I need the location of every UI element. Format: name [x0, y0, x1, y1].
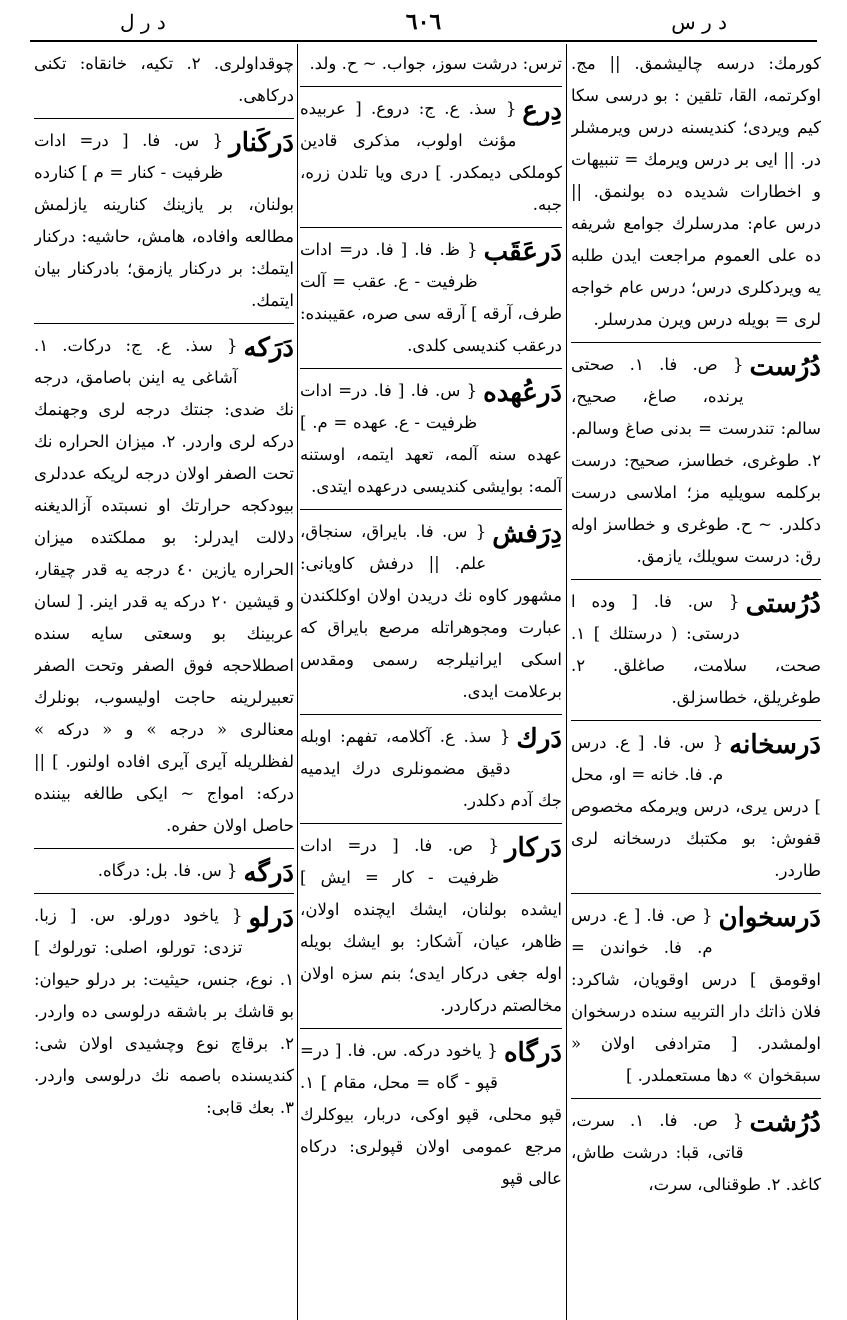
entry-definition: { یاخود دورلو. س. [ زبا. تزدی: تورلو، اصلی: تورلوك ] ١. نوع، جنس، حیثیت: بر درلو حیوان: بو قاشك بر باشقه درلوسی ده واردر. ٢. برقاچ نوع وچشیدی اولان شی: كندیسنده باصمه نك درلوسی واردر. ٣. بعك قابی:	[34, 906, 294, 1117]
dictionary-entry	[34, 48, 294, 112]
entry-headword: دَرسخانه	[729, 730, 821, 760]
entry-headword: دَركار	[505, 833, 562, 863]
entry-headword: دَرعُهده	[483, 378, 562, 408]
entry-divider	[300, 823, 562, 824]
dictionary-entry	[300, 516, 562, 708]
dictionary-entry	[34, 900, 294, 1124]
entry-divider	[34, 893, 294, 894]
entry-headword: دَرعَقَب	[483, 237, 562, 267]
entry-definition: { ظ. فا. [ فا. در= ادات ظرفیت - ع. عقب = آلت طرف، آرقه ] آرقه سی صره، عقیبنده: درعقب كندیسی كلدی.	[300, 240, 562, 355]
dictionary-entry	[571, 1105, 821, 1201]
entry-definition: { ص. فا. ١. سرت، قاتی، قبا: درشت طاش، كاغد. ٢. طوقنالی، سرت،	[571, 1111, 821, 1194]
entry-divider	[300, 509, 562, 510]
entry-divider	[571, 342, 821, 343]
entry-divider	[571, 893, 821, 894]
entry-definition: { سذ. ع. آكلامه، تفهم: اوبله دقیق مضمونلری درك ایدمیه جك آدم دكلدر.	[300, 727, 562, 810]
entry-headword: دُرُشت	[749, 1108, 821, 1138]
dictionary-entry	[300, 234, 562, 362]
entry-divider	[300, 714, 562, 715]
entry-divider	[571, 579, 821, 580]
header-rule	[30, 40, 817, 42]
dictionary-entry	[571, 900, 821, 1092]
dictionary-entry	[34, 125, 294, 317]
entry-definition: ترس: درشت سوز، جواب. ~ ح. ولد.	[309, 54, 562, 73]
entry-definition: { س. فا. بل: درگاه.	[97, 861, 238, 880]
column-divider	[297, 44, 298, 1320]
entry-headword: دُرُستی	[745, 589, 821, 619]
entry-divider	[300, 1028, 562, 1029]
entry-definition: { یاخود دركه. س. فا. [ در= قپو - گاه = محل، مقام ] ١. قپو محلی، قپو اوكی، دربار، بیوكلرك مرجع عمومی اولان قپولری: دركاه عالی قپو	[300, 1041, 562, 1188]
entry-definition: { سذ. ع. ج: دركات. ١. آشاغی یه اینن باصامق، درجه نك ضدی: جنتك درجه لری وجهنمك دركه لری واردر. ٢. میزان الحراره نك تحت الصفر اولان درجه لریكه عددلری بیودكجه حرارتك او نسبتده آزالدیغنه دلالت ایدرلر: بو مملكتده میزان الحراره یازین ٤٠ درجه یه قدر چیقار، و قیشین ٢٠ دركه یه قدر اینر. [ لسان عربینك بو وسعتی سایه سنده اصطلاحجه فوق الصفر وتحت الصفر تعبیرلرینه حاجت اولیسوب، بونلرك معنالری « درجه » و « دركه » لفظلریله آیری آیری افاده اولنور. ] || دركه: امواج ~ ایكی طالغه بیننده حاصل اولان حفره.	[34, 336, 294, 835]
dictionary-entry	[34, 855, 294, 887]
entry-definition: { ص. فا. [ در= ادات ظرفیت - كار = ایش ] ایشده بولنان، ایشك ایچنده اولان، ظاهر، عیان، آشكار: بو ایشك بویله اوله جغی دركار ایدی؛ بنم سزه اولان مخالصتم دركاردر.	[300, 836, 562, 1015]
entry-headword: دُرُست	[749, 352, 821, 382]
entry-divider	[34, 118, 294, 119]
entry-headword: دَرَكه	[243, 333, 294, 363]
page-number: ٦٠٦	[405, 9, 442, 35]
column-left	[34, 48, 294, 1314]
dictionary-entry	[300, 830, 562, 1022]
entry-headword: دَرگه	[243, 858, 294, 888]
entry-definition: كورمك: درسه چالیشمق. || مج. اوكرتمه، القا، تلقین : بو درسی سكا كیم ویردی؛ كندیسنه درس ویرمشلر در. || ایی بر درس ویرمك = تنبیهات و اخطارات شدیده ده بولنمق. || درس عام: مدرسلرك جوامع شریفه ده علی العموم مراجعت ایدن طلبه یه ویردكلری درس؛ درس عام خواجه لری = بویله درس ویرن مدرسلر.	[571, 54, 821, 329]
entry-divider	[571, 720, 821, 721]
entry-definition: { س. فا. [ فا. در= ادات ظرفیت - ع. عهده = م. ] عهده سنه آلمه، تعهد ایتمه، اوستنه آلمه: بوایشی كندیسی درعهده ایتدی.	[300, 381, 562, 496]
dictionary-entry	[34, 330, 294, 842]
entry-headword: دَرگاه	[503, 1038, 562, 1068]
entry-headword: دِرع	[522, 96, 562, 126]
dictionary-entry	[300, 1035, 562, 1195]
dictionary-entry	[300, 93, 562, 221]
entry-headword: دِرَفش	[492, 519, 562, 549]
entry-headword: دَركَنار	[229, 128, 294, 158]
entry-definition: { س. فا. [ ع. درس م. فا. خانه = او، محل ] درس یری، درس ویرمكه مخصوص قفوش: بو مكتبك درسخانه لری طاردر.	[571, 733, 821, 880]
entry-divider	[571, 1098, 821, 1099]
entry-headword: دَرك	[516, 724, 562, 754]
dictionary-entry	[571, 586, 821, 714]
running-head-left: د ر ل	[120, 10, 166, 34]
column-right	[571, 48, 821, 1314]
entry-definition: { ص. فا. ١. صحتی یرنده، صاغ، صحیح، سالم: تندرست = بدنی صاغ وسالم. ٢. طوغری، خطاسز، صحیح: درست بركلمه سویلیه مز؛ املاسی درست دكلدر. ~ ح. طوغری و خطاسز اوله رق: درست سویلك، یازمق.	[571, 355, 821, 566]
running-head-right: د ر س	[671, 10, 727, 34]
entry-definition: { ص. فا. [ ع. درس م. فا. خواندن = اوقومق ] درس اوقویان، شاكرد: فلان ذاتك دار التربیه سنده درسخوان اولمشدر. [ مترادفی اولان « سبقخوان » دها مستعملدر. ]	[571, 906, 821, 1085]
column-divider	[566, 44, 567, 1320]
entry-definition: { س. فا. [ وده ا درستی: ( درستلك ] ١. صحت، سلامت، صاغلق. ٢. طوغریلق، خطاسزلق.	[571, 592, 821, 707]
entry-definition: { س. فا. [ در= ادات ظرفیت - كنار = م ] كنارده بولنان، بر یازینك كنارینه یازلمش مطالعه وافاده، هامش، حاشیه: دركنار ایتمك: بر دركنار یازمق؛ بادركنار بیان ایتمك.	[34, 131, 294, 310]
dictionary-entry	[571, 349, 821, 573]
entry-headword: دَرسخوان	[718, 903, 821, 933]
entry-definition: چوقداولری. ٢. تكیه، خانقاه: تكنى دركاهی.	[34, 54, 294, 105]
entry-divider	[34, 848, 294, 849]
entry-divider	[300, 368, 562, 369]
entry-headword: دَرلو	[248, 903, 294, 933]
dictionary-entry	[300, 721, 562, 817]
entry-definition: { سذ. ع. ج: دروع. [ عربیده مؤنث اولوب، مذكری قادین كوملكی دیمكدر. ] دری ویا تلدن زره، جبه.	[300, 99, 562, 214]
dictionary-entry	[571, 727, 821, 887]
dictionary-entry	[300, 48, 562, 80]
column-middle	[300, 48, 562, 1314]
entry-divider	[34, 323, 294, 324]
entry-divider	[300, 227, 562, 228]
entry-definition: { س. فا. بایراق، سنجاق، علم. || درفش كاویانی: مشهور كاوه نك دریدن اولان اوكلكندن عبارت ومجوهراتله مرصع بایراق كه اسكی ایرانیلرجه رسمی ومقدس برعلامت ایدی.	[300, 522, 562, 701]
dictionary-entry	[300, 375, 562, 503]
entry-divider	[300, 86, 562, 87]
dictionary-entry	[571, 48, 821, 336]
